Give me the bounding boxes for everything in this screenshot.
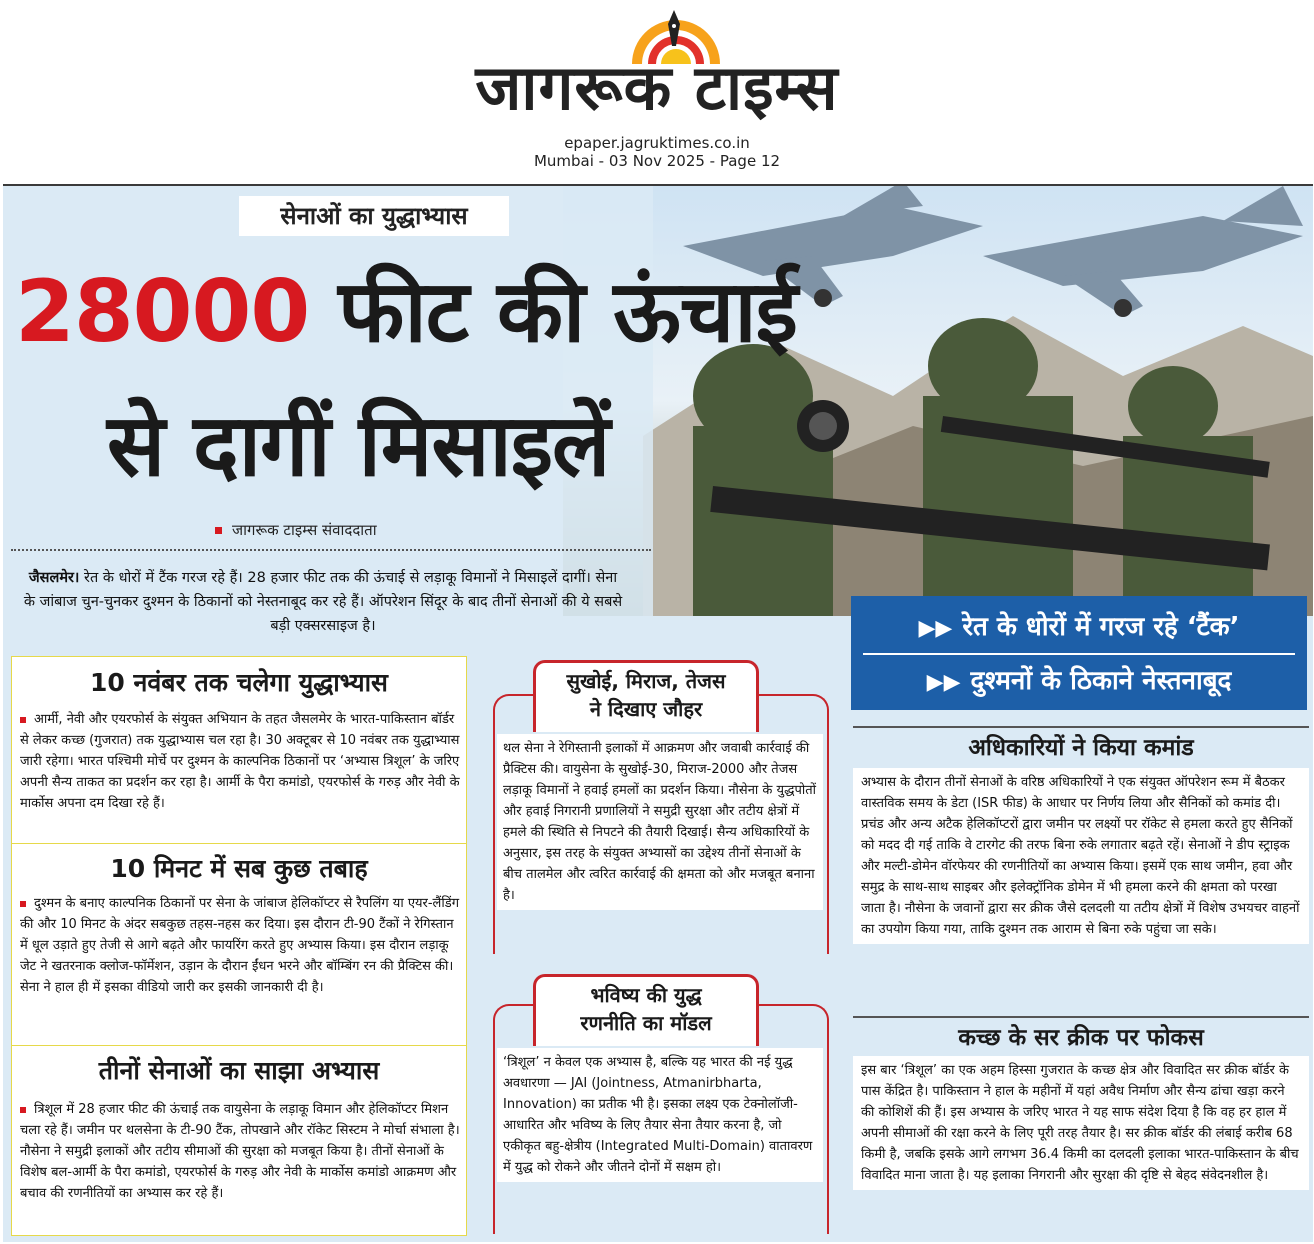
banner-line-2-text: दुश्मनों के ठिकाने नेस्तनाबूद [970,666,1232,696]
section-body [20,1099,460,1204]
section-body-text: दुश्मन के बनाए काल्पनिक ठिकानों पर सेना के जांबाज हेलिकॉप्टर से रैपलिंग या एयर-लैंडिंग की और 10 मिनट के अंदर सबकुछ तहस-नहस कर दिया। इस दौरान टी-90 टैंकों ने रेगिस्तान में धूल उड़ाते हुए तेजी से आगे बढ़ते और फायरिंग करते हुए अभ्यास किया। इस दौरान लड़ाकू जेट ने खतरनाक क्लोज-फॉर्मेशन, उड़ान के दौरान ईंधन भरने और बॉम्बिंग रन की प्रैक्टिस की। सेना ने हाल ही में इसका वीडियो जारी कर इसकी जानकारी दी है। [20,896,460,995]
byline-text: जागरूक टाइम्स संवाददाता [232,521,377,539]
banner-divider [863,653,1295,655]
section-heading: कच्छ के सर क्रीक पर फोकस [958,1025,1204,1051]
edition-meta: Mumbai - 03 Nov 2025 - Page 12 [533,152,781,170]
box-heading [533,974,759,1046]
dateline: जैसलमेर। [28,570,80,586]
article-kicker: सेनाओं का युद्धाभ्यास [239,196,509,236]
banner-line-2 [851,656,1307,706]
middle-column [493,656,829,1236]
headline-line-2: से दागीं मिसाइलें [107,396,610,496]
article [3,184,1313,1242]
section-divider [853,726,1309,728]
headline-number: 28000 [15,262,310,362]
right-column [853,726,1309,1238]
bullet-square-icon [215,527,222,534]
masthead [0,0,1314,184]
section-heading: 10 मिनट में सब कुछ तबाह [110,854,368,883]
banner-line-1 [851,602,1307,652]
section-heading: 10 नवंबर तक चलेगा युद्धाभ्यास [90,668,388,697]
section-body-text: त्रिशूल में 28 हजार फीट की ऊंचाई तक वायुसेना के लड़ाकू विमान और हेलिकॉप्टर मिशन चला रहे हैं। जमीन पर थलसेना के टी-90 टैंक, तोपखाने और रॉकेट सिस्टम ने मोर्चा संभाला है। नौसेना ने समुद्री इलाकों और तटीय सीमाओं की सुरक्षा को मजबूत किया है। तीनों सेनाओं के विशेष बल-आर्मी के पैरा कमांडो, एयरफोर्स के गरुड़ और नेवी के मार्कोस कमांडो आक्रमण और बचाव की रणनीतियों का अभ्यास कर रहे हैं। [20,1102,460,1201]
section-body-text: आर्मी, नेवी और एयरफोर्स के संयुक्त अभियान के तहत जैसलमेर के भारत-पाकिस्तान बॉर्डर से लेकर कच्छ (गुजरात) तक युद्धाभ्यास चल रहा है। 30 अक्टूबर से 10 नवंबर तक युद्धाभ्यास जारी रहेगा। भारत पश्चिमी मोर्चे पर दुश्मन के काल्पनिक ठिकानों पर ‘अभ्यास त्रिशूल’ के जरिए अपनी सैन्य ताकत का प्रदर्शन कर रहा है। आर्मी के पैरा कमांडो, एयरफोर्स के गरुड़ और नेवी के मार्कोस अपना दम दिखा रहे हैं। [20,712,460,811]
section-divider [853,1016,1309,1018]
section-divider [12,843,466,844]
double-arrow-icon: ▶▶ [918,616,953,641]
highlight-banner [851,596,1307,710]
box-body: थल सेना ने रेगिस्तानी इलाकों में आक्रमण और जवाबी कार्रवाई की प्रैक्टिस की। वायुसेना के सुखोई-30, मिराज-2000 और तेजस लड़ाकू विमानों ने हवाई हमलों का प्रदर्शन किया। नौसेना के युद्धपोतों और हवाई निगरानी प्रणालियों ने समुद्री सुरक्षा और तटीय क्षेत्रों में हमले की स्थिति से निपटने की तैयारी दिखाई। सैन्य अधिकारियों के अनुसार, इस तरह के संयुक्त अभ्यासों का उद्देश्य तीनों सेनाओं के बीच तालमेल और त्वरित कार्रवाई की क्षमता को और मजबूत बनाना है। [497,734,823,910]
headline-line-1-text: फीट की ऊंचाई [309,262,797,362]
bullet-square-icon [20,901,26,907]
bullet-square-icon [20,717,26,723]
box-heading-line-2: रणनीति का मॉडल [580,1011,712,1035]
lead-paragraph [23,566,623,638]
lead-text: रेत के धोरों में टैंक गरज रहे हैं। 28 हजार फीट तक की ऊंचाई से लड़ाकू विमानों ने मिसाइलें दागीं। सेना के जांबाज चुन-चुनकर दुश्मन के ठिकानों को नेस्तनाबूद कर रहे हैं। ऑपरेशन सिंदूर के बाद तीनों सेनाओं की ये सबसे बड़ी एक्सरसाइज है। [23,570,623,634]
banner-line-1-text: रेत के धोरों में गरज रहे ‘टैंक’ [962,612,1240,642]
epaper-url: epaper.jagruktimes.co.in [564,134,750,152]
box-heading [533,660,759,732]
pen-nib-icon [668,10,680,46]
section-body [20,893,460,998]
section-divider [12,1045,466,1046]
byline [215,520,377,540]
box-heading-line-1: सुखोई, मिराज, तेजस [566,669,726,693]
left-column [11,656,467,1236]
box-heading-line-1: भविष्य की युद्ध [590,983,702,1007]
section-body: इस बार ‘त्रिशूल’ का एक अहम हिस्सा गुजरात के कच्छ क्षेत्र और विवादित सर क्रीक बॉर्डर के पास केंद्रित है। पाकिस्तान ने हाल के महीनों में यहां अवैध निर्माण और सैन्य ढांचा खड़ा करने की कोशिशें की हैं। इस अभ्यास के जरिए भारत ने यह साफ संदेश दिया है कि वह हर हाल में अपनी सीमाओं की रक्षा करने के लिए पूरी तरह तैयार है। सर क्रीक बॉर्डर की लंबाई करीब 68 किमी है, जबकि इसके आगे लगभग 36.4 किमी का दलदली इलाका भारत-पाकिस्तान के बीच विवादित माना जाता है। यह इलाका निगरानी और सुरक्षा की दृष्टि से बेहद संवेदनशील है। [853,1056,1309,1190]
double-arrow-icon: ▶▶ [926,670,961,695]
box-body: ‘त्रिशूल’ न केवल एक अभ्यास है, बल्कि यह भारत की नई युद्ध अवधारणा — JAI (Jointness, Atmanirbharta, Innovation) का प्रतीक भी है। इसका लक्ष्य एक टेक्नोलॉजी-आधारित और भविष्य के लिए तैयार सेना तैयार करना है, जो एकीकृत बहु-क्षेत्रीय (Integrated Multi-Domain) वातावरण में युद्ध को रोकने और जीतने दोनों में सक्षम हो। [497,1048,823,1182]
section-heading: अधिकारियों ने किया कमांड [968,735,1194,761]
headline-line-1 [15,262,797,362]
bullet-square-icon [20,1107,26,1113]
section-body: अभ्यास के दौरान तीनों सेनाओं के वरिष्ठ अधिकारियों ने एक संयुक्त ऑपरेशन रूम में बैठकर वास्तविक समय के डेटा (ISR फीड) के आधार पर निर्णय लिया और सैनिकों को कमांड दी। प्रचंड और अन्य अटैक हेलिकॉप्टरों द्वारा जमीन पर लक्ष्यों पर रॉकेट से हमला करते हुए सैनिकों को मदद दी गई ताकि वे टारगेट की तरफ बिना रुके लगातार बढ़ते रहें। सेनाओं ने डीप स्ट्राइक और मल्टी-डोमेन वॉरफेयर की रणनीतियों का अभ्यास किया। इसमें एक साथ जमीन, हवा और समुद्र के साथ-साथ साइबर और इलेक्ट्रॉनिक डोमेन में भी हमला करने की क्षमता को परखा जाता है। नौसेना के जवानों द्वारा सर क्रीक जैसे दलदली या तटीय क्षेत्रों में विशेष उभयचर वाहनों का उपयोग किया गया, ताकि दुश्मन तक आराम से बिना रुके पहुंचा जा सके। [853,768,1309,944]
newspaper-logo: जागरूक टाइम्स [475,51,839,124]
section-body [20,709,460,814]
section-heading: तीनों सेनाओं का साझा अभ्यास [98,1056,380,1085]
military-exercise-photo [563,186,1313,616]
lead-divider [11,549,651,551]
box-heading-line-2: ने दिखाए जौहर [589,697,703,721]
